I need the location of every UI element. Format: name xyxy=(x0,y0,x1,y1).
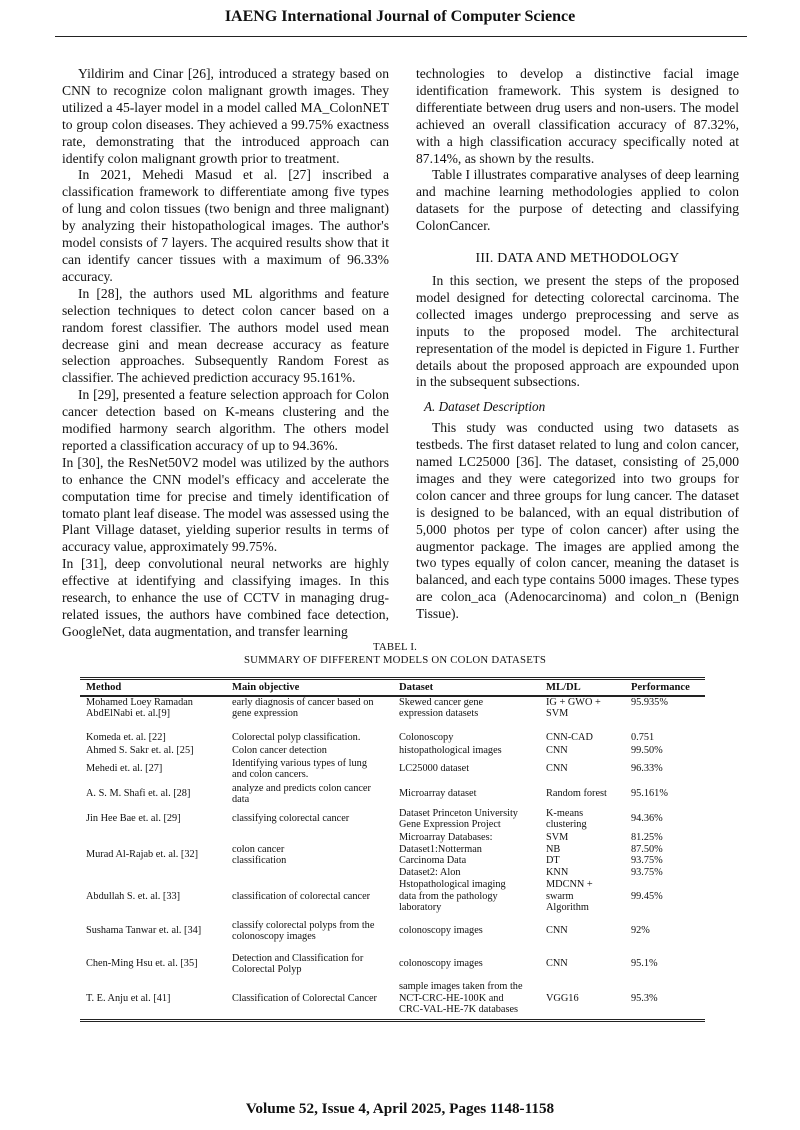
right-column xyxy=(416,66,739,623)
model-cell xyxy=(540,879,625,915)
objective-cell xyxy=(226,807,393,832)
performance-cell xyxy=(625,832,705,879)
cell-line: and colon cancers. xyxy=(232,769,309,781)
cell-line: Microarray Databases: xyxy=(399,831,493,843)
dataset-cell xyxy=(393,948,540,981)
cell-line: Mehedi et. al. [27] xyxy=(86,763,163,775)
column-header: Dataset xyxy=(393,679,540,696)
method-cell xyxy=(80,832,226,879)
dataset-cell xyxy=(393,832,540,879)
cell-line: Dataset2: Alon xyxy=(399,866,461,878)
dataset-cell xyxy=(393,879,540,915)
cell-line: classification xyxy=(232,855,287,867)
model-cell xyxy=(540,948,625,981)
cell-line: classify colorectal polyps from the xyxy=(232,919,375,931)
cell-line: IG + GWO + xyxy=(546,696,601,708)
paragraph-dataset-description: This study was conducted using two datasets as testbeds. The first dataset related to lung and colon cancer, named LC25000 [36]. The dataset, consisting of 25,000 images and they were categorized into two groups for colon cancer and three groups for lung cancer. The dataset is designed to be balanced, with an equal distribution of 5,000 photos per type of colon cancer) after using the augmentor package. The images are applied among the two types equally of colon cancer, meaning the dataset is balanced, and each type contains 5000 images. These types are colon_aca (Adenocarcinoma) and colon_n (Benign Tissue). xyxy=(416,420,739,622)
method-cell xyxy=(80,782,226,807)
cell-line: classification of colorectal cancer xyxy=(232,890,371,902)
column-header: ML/DL xyxy=(540,679,625,696)
table-row xyxy=(80,782,705,807)
cell-line: gene expression xyxy=(232,708,299,720)
cell-line: 99.45% xyxy=(631,890,663,902)
column-header: Method xyxy=(80,679,226,696)
column-header: Main objective xyxy=(226,679,393,696)
method-cell xyxy=(80,696,226,732)
column-header: Performance xyxy=(625,679,705,696)
paragraph-ref28: In [28], the authors used ML algorithms and feature selection techniques to detect colon cancer based on a random forest classifier. The authors model used mean decrease gini and mean decrease accuracy as feature selection approaches. Subsequently Random Forest as classifier. The achieved prediction accuracy 95.161%. xyxy=(62,285,389,386)
objective-cell xyxy=(226,879,393,915)
method-cell xyxy=(80,981,226,1021)
cell-line: Colonoscopy xyxy=(399,731,454,743)
cell-line: 94.36% xyxy=(631,813,663,825)
cell-line: 93.75% xyxy=(631,855,663,867)
model-cell xyxy=(540,832,625,879)
cell-line: T. E. Anju et al. [41] xyxy=(86,992,171,1004)
cell-line: 95.935% xyxy=(631,696,668,708)
cell-line: CNN xyxy=(546,744,568,756)
cell-line: 95.3% xyxy=(631,992,658,1004)
cell-line: data xyxy=(232,794,250,806)
performance-cell xyxy=(625,757,705,782)
cell-line: histopathological images xyxy=(399,744,502,756)
dataset-cell xyxy=(393,782,540,807)
cell-line: 0.751 xyxy=(631,731,655,743)
cell-line: 92% xyxy=(631,925,650,937)
model-cell xyxy=(540,732,625,745)
method-cell xyxy=(80,948,226,981)
cell-line: KNN xyxy=(546,866,569,878)
cell-line: analyze and predicts colon cancer xyxy=(232,782,371,794)
method-cell xyxy=(80,745,226,757)
cell-line: Skewed cancer gene xyxy=(399,696,484,708)
method-cell xyxy=(80,757,226,782)
cell-line: Chen-Ming Hsu et. al. [35] xyxy=(86,958,198,970)
method-cell xyxy=(80,732,226,745)
dataset-cell xyxy=(393,696,540,732)
dataset-cell xyxy=(393,981,540,1021)
cell-line: Sushama Tanwar et. al. [34] xyxy=(86,925,202,937)
objective-cell xyxy=(226,782,393,807)
cell-line: Gene Expression Project xyxy=(399,819,501,831)
cell-line: Microarray dataset xyxy=(399,788,477,800)
cell-line: Algorithm xyxy=(546,902,589,914)
dataset-cell xyxy=(393,745,540,757)
objective-cell xyxy=(226,757,393,782)
cell-line: NB xyxy=(546,843,561,855)
table-row xyxy=(80,696,705,732)
table-row xyxy=(80,807,705,832)
cell-line: 87.50% xyxy=(631,843,663,855)
cell-line: Detection and Classification for xyxy=(232,952,364,964)
cell-line: NCT-CRC-HE-100K and xyxy=(399,992,504,1004)
cell-line: A. S. M. Shafi et. al. [28] xyxy=(86,788,191,800)
journal-header: IAENG International Journal of Computer Science xyxy=(224,8,576,25)
performance-cell xyxy=(625,981,705,1021)
dataset-cell xyxy=(393,732,540,745)
cell-line: Abdullah S. et. al. [33] xyxy=(86,890,181,902)
cell-line: CRC-VAL-HE-7K databases xyxy=(399,1004,519,1016)
performance-cell xyxy=(625,915,705,948)
table-caption xyxy=(0,641,790,667)
performance-cell xyxy=(625,879,705,915)
performance-cell xyxy=(625,696,705,732)
cell-line: 81.25% xyxy=(631,831,663,843)
cell-line: SVM xyxy=(546,708,569,720)
paragraph-ref31: In [31], deep convolutional neural networks are highly effective at identifying and classifying images. In this research, to enhance the use of CCTV in managing drug-related issues, the authors have combined face detection, GoogleNet, data augmentation, and transfer learning xyxy=(62,556,389,639)
cell-line: Jin Hee Bae et. al. [29] xyxy=(86,813,181,825)
performance-cell xyxy=(625,745,705,757)
cell-line: SVM xyxy=(546,831,569,843)
section-heading: III. DATA AND METHODOLOGY xyxy=(475,250,680,266)
performance-cell xyxy=(625,807,705,832)
method-cell xyxy=(80,807,226,832)
cell-line: LC25000 dataset xyxy=(399,763,470,775)
objective-cell xyxy=(226,981,393,1021)
cell-line: 95.161% xyxy=(631,788,668,800)
cell-line: expression datasets xyxy=(399,708,479,720)
table-row xyxy=(80,915,705,948)
method-cell xyxy=(80,879,226,915)
cell-line: Komeda et. al. [22] xyxy=(86,731,166,743)
cell-line: 93.75% xyxy=(631,866,663,878)
performance-cell xyxy=(625,732,705,745)
model-cell xyxy=(540,782,625,807)
cell-line: VGG16 xyxy=(546,992,579,1004)
paragraph-ref29: In [29], presented a feature selection approach for Colon cancer detection based on K-means clustering and the modified harmony search algorithm. The others model reported a classification accuracy of up to 94.36%. xyxy=(62,387,389,453)
cell-line: AbdElNabi et. al.[9] xyxy=(86,708,171,720)
model-cell xyxy=(540,915,625,948)
left-column xyxy=(62,66,389,641)
cell-line: Colorectal Polyp xyxy=(232,964,302,976)
volume-footer: Volume 52, Issue 4, April 2025, Pages 1148-1158 xyxy=(245,1100,555,1117)
cell-line: colon cancer xyxy=(232,843,285,855)
table-row xyxy=(80,981,705,1021)
paragraph-masud: In 2021, Mehedi Masud et al. [27] inscribed a classification framework to differentiate among five types of lung and colon tissues (two benign and three malignant) by analyzing their histopathological images. The author's model consists of 7 layers. The acquired results show that it can identify cancer tissues with a maximum of 96.33% accuracy. xyxy=(62,167,389,284)
dataset-cell xyxy=(393,757,540,782)
table-label: TABEL I. xyxy=(372,641,418,653)
objective-cell xyxy=(226,948,393,981)
cell-line: colonoscopy images xyxy=(399,925,483,937)
cell-line: Mohamed Loey Ramadan xyxy=(86,696,193,708)
cell-line: early diagnosis of cancer based on xyxy=(232,696,374,708)
objective-cell xyxy=(226,732,393,745)
dataset-cell xyxy=(393,915,540,948)
cell-line: CNN xyxy=(546,763,568,775)
table-row xyxy=(80,745,705,757)
model-cell xyxy=(540,745,625,757)
cell-line: Ahmed S. Sakr et. al. [25] xyxy=(86,744,194,756)
header-rule xyxy=(55,36,747,37)
table-header-row xyxy=(80,679,705,696)
cell-line: swarm xyxy=(546,890,574,902)
model-cell xyxy=(540,807,625,832)
cell-line: Dataset1:Notterman xyxy=(399,843,482,855)
cell-line: Dataset Princeton University xyxy=(399,807,518,819)
table-row xyxy=(80,832,705,879)
model-cell xyxy=(540,757,625,782)
dataset-cell xyxy=(393,807,540,832)
cell-line: 96.33% xyxy=(631,763,663,775)
performance-cell xyxy=(625,782,705,807)
cell-line: CNN xyxy=(546,958,568,970)
performance-cell xyxy=(625,948,705,981)
cell-line: classifying colorectal cancer xyxy=(232,813,350,825)
table-row xyxy=(80,879,705,915)
cell-line: 95.1% xyxy=(631,958,658,970)
cell-line: Identifying various types of lung xyxy=(232,757,367,769)
cell-line: Carcinoma Data xyxy=(399,855,467,867)
cell-line: DT xyxy=(546,855,560,867)
objective-cell xyxy=(226,696,393,732)
models-table xyxy=(80,677,705,1022)
table-row xyxy=(80,948,705,981)
paragraph-table-intro: Table I illustrates comparative analyses of deep learning and machine learning methodologies applied to colon datasets for the purpose of detecting and classifying ColonCancer. xyxy=(416,167,739,234)
cell-line: Random forest xyxy=(546,788,607,800)
paragraph-section-intro: In this section, we present the steps of the proposed model designed for detecting colorectal carcinoma. The collected images undergo preprocessing and serve as inputs to the proposed model. The architectural representation of the model is depicted in Figure 1. Further details about the proposed approach are expounded upon in the subsequent subsections. xyxy=(416,272,739,390)
objective-cell xyxy=(226,915,393,948)
table-title: SUMMARY OF DIFFERENT MODELS ON COLON DATASETS xyxy=(243,654,547,666)
cell-line: Murad Al-Rajab et. al. [32] xyxy=(86,849,199,861)
cell-line: colonoscopy images xyxy=(232,931,316,943)
cell-line: 99.50% xyxy=(631,744,663,756)
cell-line: data from the pathology xyxy=(399,890,498,902)
cell-line: colonoscopy images xyxy=(399,958,483,970)
cell-line: MDCNN + xyxy=(546,879,593,891)
cell-line: Hstopathological imaging xyxy=(399,879,506,891)
objective-cell xyxy=(226,745,393,757)
model-cell xyxy=(540,696,625,732)
cell-line: Colorectal polyp classification. xyxy=(232,731,361,743)
method-cell xyxy=(80,915,226,948)
cell-line: CNN-CAD xyxy=(546,731,593,743)
table-row xyxy=(80,757,705,782)
paragraph-yildirim: Yildirim and Cinar [26], introduced a strategy based on CNN to recognize colon malignant growth images. They utilized a 45-layer model in a model called MA_ColonNET to group colon diseases. They achieved a 99.75% exactness rate, demonstrating that the introduced approach can identify colon malignant growth prior to treatment. xyxy=(62,66,389,166)
cell-line: Colon cancer detection xyxy=(232,744,327,756)
cell-line: laboratory xyxy=(399,902,442,914)
objective-cell xyxy=(226,832,393,879)
table-row xyxy=(80,732,705,745)
subsection-heading: A. Dataset Description xyxy=(424,399,546,415)
paragraph-continuation: technologies to develop a distinctive facial image identification framework. This system is designed to differentiate between drug users and non-users. The model achieved an overall classification accuracy of 87.32%, with a high classification accuracy specifically noted at 87.14%, as shown by the results. xyxy=(416,66,739,166)
cell-line: K-means xyxy=(546,807,584,819)
cell-line: CNN xyxy=(546,925,568,937)
paragraph-ref30: In [30], the ResNet50V2 model was utilized by the authors to enhance the CNN model's efficacy and accelerate the computation time for precise and timely identification of tomato plant leaf disease. The model was assessed using the Plant Village dataset, yielding superior results in terms of accuracy value, approximately 99.75%. xyxy=(62,454,389,555)
cell-line: clustering xyxy=(546,819,587,831)
model-cell xyxy=(540,981,625,1021)
cell-line: Classification of Colorectal Cancer xyxy=(232,992,377,1004)
cell-line: sample images taken from the xyxy=(399,980,523,992)
